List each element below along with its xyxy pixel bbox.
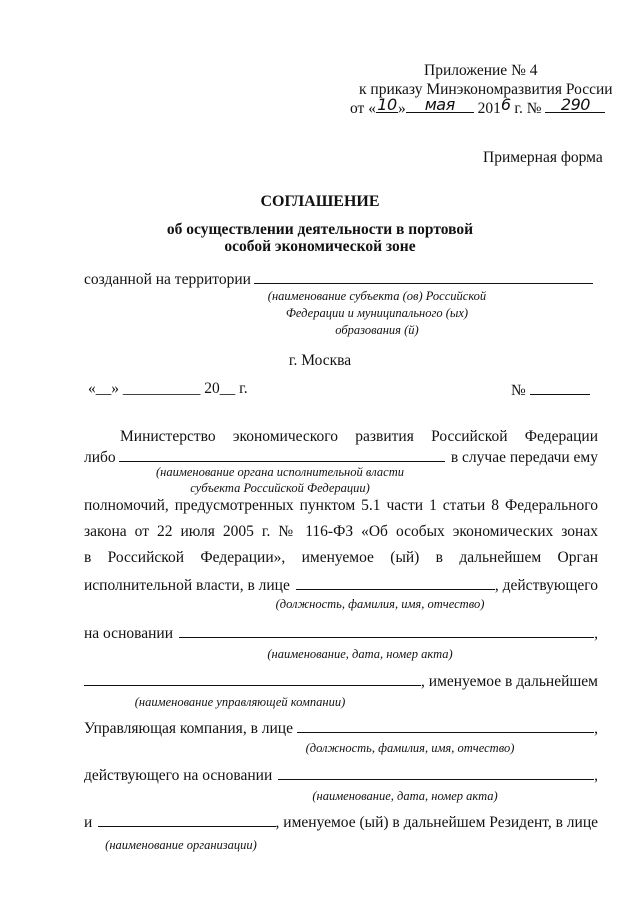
body-line-1: Министерство экономического развития Российской Федерации (120, 428, 598, 445)
acting-basis-field[interactable] (278, 765, 594, 780)
basis-comma: , (594, 625, 598, 642)
territory-caption-3: образования (й) (335, 323, 419, 337)
handwritten-year-digit: 6 (500, 95, 511, 114)
territory-line (84, 269, 596, 289)
either-label: либо (84, 449, 116, 466)
act-caption-2: (наименование, дата, номер акта) (312, 789, 498, 803)
company-line (84, 671, 598, 691)
body-line-5: в Российской Федерации», именуемое (ый) в дальнейшем Орган (84, 549, 598, 566)
number-field[interactable] (530, 380, 590, 395)
company-caption: (наименование управляющей компании) (134, 695, 346, 709)
territory-caption-1: (наименование субъекта (ов) Российской (267, 289, 487, 303)
and-label: и (84, 814, 93, 831)
document-title: СОГЛАШЕНИЕ (260, 193, 380, 210)
date-prefix: от « (350, 100, 376, 117)
management-comma: , (594, 720, 598, 737)
handwritten-month: мая (424, 95, 455, 114)
acting-basis-comma: , (594, 767, 598, 784)
organization-caption: (наименование организации) (105, 838, 257, 852)
position-caption-2: (должность, фамилия, имя, отчество) (305, 741, 515, 755)
number-label: № (511, 382, 526, 399)
resident-label: , именуемое (ый) в дальнейшем Резидент, в лице (275, 814, 598, 831)
agreement-number (511, 380, 590, 400)
body-line-2 (84, 447, 598, 467)
city-label: г. Москва (288, 352, 352, 369)
executive-person-field[interactable] (296, 575, 495, 590)
named-after-label: , именуемое в дальнейшем (421, 673, 598, 690)
order-reference: к приказу Минэкономразвития России (359, 81, 613, 98)
transfer-label: в случае передачи ему (450, 449, 598, 466)
authority-field[interactable] (119, 447, 445, 462)
form-label: Примерная форма (483, 149, 603, 166)
authority-caption-2: субъекта Российской Федерации) (190, 481, 370, 495)
organization-field[interactable] (98, 812, 275, 827)
territory-label: созданной на территории (84, 271, 251, 288)
year-suffix: г. № (510, 100, 542, 117)
basis-line (84, 623, 598, 643)
handwritten-order-number: 290 (560, 95, 590, 114)
territory-caption-2: Федерации и муниципального (ых) (285, 306, 469, 320)
act-caption-1: (наименование, дата, номер акта) (267, 647, 453, 661)
territory-field[interactable] (254, 269, 593, 284)
body-line-3: полномочий, предусмотренных пунктом 5.1 части 1 статьи 8 Федерального (84, 497, 598, 514)
body-line-4: закона от 22 июля 2005 г. № 116-ФЗ «Об особых экономических зонах (84, 523, 598, 540)
body-line-6 (84, 575, 598, 595)
position-caption-1: (должность, фамилия, имя, отчество) (275, 597, 485, 611)
executive-in-person-label: исполнительной власти, в лице (84, 577, 290, 594)
order-date-line (350, 95, 605, 118)
year-prefix: 201 (477, 100, 501, 117)
acting-basis-label: действующего на основании (84, 767, 273, 784)
basis-label: на основании (84, 625, 173, 642)
date-separator: » (397, 100, 406, 117)
resident-line (84, 812, 598, 832)
acting-basis-line (84, 765, 598, 785)
appendix-number: Приложение № 4 (424, 62, 538, 79)
document-subtitle-2: особой экономической зоне (224, 238, 416, 255)
basis-field[interactable] (179, 623, 594, 638)
document-subtitle-1: об осуществлении деятельности в портовой (166, 221, 474, 238)
management-line (84, 718, 598, 738)
authority-caption-1: (наименование органа исполнительной власти (156, 465, 404, 479)
acting-label: , действующего (494, 577, 598, 594)
management-person-field[interactable] (297, 718, 594, 733)
handwritten-day: 10 (377, 95, 397, 114)
company-field[interactable] (84, 671, 421, 686)
agreement-date: «__» __________ 20__ г. (88, 380, 248, 397)
management-label: Управляющая компания, в лице (84, 720, 293, 737)
